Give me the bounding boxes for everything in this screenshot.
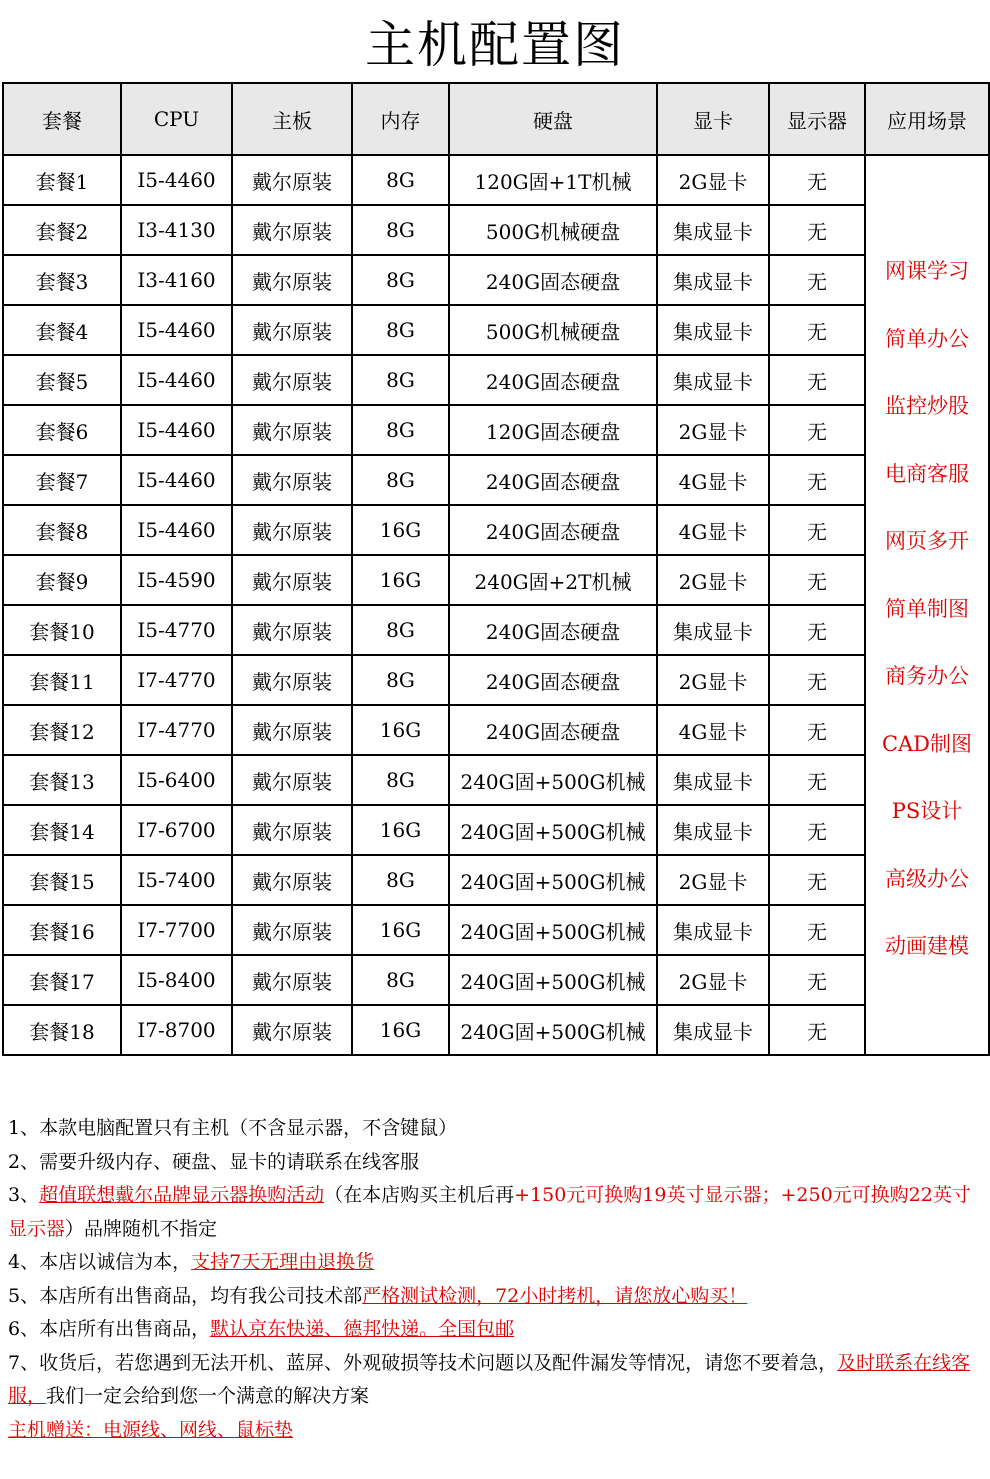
table-row <box>3 255 989 305</box>
cell-package: 套餐5 <box>3 355 121 405</box>
cell-motherboard: 戴尔原装 <box>232 805 352 855</box>
cell-memory: 8G <box>352 955 449 1005</box>
cell-memory: 8G <box>352 405 449 455</box>
cell-motherboard: 戴尔原装 <box>232 705 352 755</box>
gift-note <box>8 1414 988 1448</box>
cell-motherboard: 戴尔原装 <box>232 405 352 455</box>
table-row <box>3 705 989 755</box>
cell-memory: 8G <box>352 455 449 505</box>
scenario-item: 网课学习 <box>885 259 969 283</box>
cell-package: 套餐14 <box>3 805 121 855</box>
cell-memory: 16G <box>352 1005 449 1055</box>
cell-cpu: I5-4590 <box>121 555 232 605</box>
cell-monitor: 无 <box>769 305 865 355</box>
cell-monitor: 无 <box>769 255 865 305</box>
cell-monitor: 无 <box>769 955 865 1005</box>
cell-memory: 8G <box>352 855 449 905</box>
cell-storage: 120G固态硬盘 <box>449 405 657 455</box>
cell-motherboard: 戴尔原装 <box>232 655 352 705</box>
cell-memory: 16G <box>352 905 449 955</box>
table-row <box>3 755 989 805</box>
cell-package: 套餐4 <box>3 305 121 355</box>
note-3-mid: （在本店购买主机后再 <box>324 1184 515 1206</box>
cell-motherboard: 戴尔原装 <box>232 855 352 905</box>
note-3-prefix: 3、 <box>8 1184 40 1206</box>
table-row <box>3 805 989 855</box>
scenario-item: 高级办公 <box>885 866 969 891</box>
cell-package: 套餐12 <box>3 705 121 755</box>
cell-memory: 8G <box>352 155 449 205</box>
cell-package: 套餐15 <box>3 855 121 905</box>
cell-motherboard: 戴尔原装 <box>232 505 352 555</box>
cell-memory: 16G <box>352 805 449 855</box>
cell-motherboard: 戴尔原装 <box>232 355 352 405</box>
cell-gpu: 2G显卡 <box>657 155 769 205</box>
cell-cpu: I5-6400 <box>121 755 232 805</box>
cell-memory: 8G <box>352 305 449 355</box>
cell-memory: 8G <box>352 255 449 305</box>
cell-gpu: 4G显卡 <box>657 455 769 505</box>
note-7-suffix: 我们一定会给到您一个满意的解决方案 <box>46 1385 370 1407</box>
cell-gpu: 2G显卡 <box>657 655 769 705</box>
cell-cpu: I5-4460 <box>121 155 232 205</box>
cell-storage: 240G固态硬盘 <box>449 455 657 505</box>
note-3-prices: +150元可换购19英寸显示器；+250元可换购22英寸显示器 <box>8 1184 971 1240</box>
cell-storage: 240G固态硬盘 <box>449 655 657 705</box>
cell-storage: 240G固+500G机械 <box>449 805 657 855</box>
cell-gpu: 集成显卡 <box>657 355 769 405</box>
table-row <box>3 405 989 455</box>
cell-monitor: 无 <box>769 455 865 505</box>
cell-monitor: 无 <box>769 555 865 605</box>
cell-gpu: 集成显卡 <box>657 755 769 805</box>
table-row <box>3 905 989 955</box>
note-7-highlight: 及时联系在线客服， <box>8 1351 971 1407</box>
cell-cpu: I5-4460 <box>121 355 232 405</box>
cell-package: 套餐16 <box>3 905 121 955</box>
cell-package: 套餐3 <box>3 255 121 305</box>
header-cpu: CPU <box>121 83 232 155</box>
note-2: 2、需要升级内存、硬盘、显卡的请联系在线客服 <box>8 1150 420 1173</box>
header-scenarios: 应用场景 <box>865 83 989 155</box>
cell-storage: 240G固态硬盘 <box>449 605 657 655</box>
cell-storage: 240G固态硬盘 <box>449 255 657 305</box>
cell-storage: 240G固+500G机械 <box>449 755 657 805</box>
cell-storage: 240G固态硬盘 <box>449 505 657 555</box>
cell-storage: 240G固+500G机械 <box>449 955 657 1005</box>
note-5-prefix: 5、本店所有出售商品，均有我公司技术部 <box>8 1284 363 1307</box>
table-row <box>3 305 989 355</box>
cell-memory: 16G <box>352 705 449 755</box>
scenario-item: 电商客服 <box>885 461 969 486</box>
cell-gpu: 集成显卡 <box>657 1005 769 1055</box>
cell-gpu: 2G显卡 <box>657 955 769 1005</box>
cell-cpu: I7-8700 <box>121 1005 232 1055</box>
note-5 <box>8 1280 988 1314</box>
cell-gpu: 集成显卡 <box>657 905 769 955</box>
cell-monitor: 无 <box>769 505 865 555</box>
note-5-highlight: 严格测试检测，72小时拷机，请您放心购买！ <box>362 1284 748 1307</box>
cell-storage: 240G固态硬盘 <box>449 355 657 405</box>
cell-monitor: 无 <box>769 655 865 705</box>
cell-monitor: 无 <box>769 1005 865 1055</box>
cell-monitor: 无 <box>769 605 865 655</box>
cell-cpu: I5-4460 <box>121 505 232 555</box>
table-row <box>3 155 989 205</box>
cell-monitor: 无 <box>769 405 865 455</box>
cell-storage: 240G固+500G机械 <box>449 905 657 955</box>
cell-cpu: I5-4460 <box>121 305 232 355</box>
cell-monitor: 无 <box>769 855 865 905</box>
cell-cpu: I5-4770 <box>121 605 232 655</box>
cell-gpu: 集成显卡 <box>657 305 769 355</box>
cell-memory: 8G <box>352 755 449 805</box>
cell-storage: 120G固+1T机械 <box>449 155 657 205</box>
cell-gpu: 集成显卡 <box>657 605 769 655</box>
scenario-item: 监控炒股 <box>885 394 969 418</box>
scenario-item: PS设计 <box>891 799 963 823</box>
table-row <box>3 555 989 605</box>
cell-motherboard: 戴尔原装 <box>232 605 352 655</box>
cell-cpu: I3-4160 <box>121 255 232 305</box>
note-6-highlight: 默认京东快递、德邦快递。全国包邮 <box>210 1318 515 1340</box>
table-header-row <box>3 83 989 155</box>
header-motherboard: 主板 <box>232 83 352 155</box>
note-1: 1、本款电脑配置只有主机（不含显示器，不含键鼠） <box>8 1117 458 1139</box>
cell-cpu: I7-4770 <box>121 705 232 755</box>
cell-monitor: 无 <box>769 155 865 205</box>
cell-storage: 240G固+500G机械 <box>449 1005 657 1055</box>
note-4 <box>8 1246 988 1280</box>
cell-package: 套餐11 <box>3 655 121 705</box>
scenario-item: 动画建模 <box>885 934 969 958</box>
scenario-list <box>866 156 988 981</box>
cell-cpu: I5-4460 <box>121 405 232 455</box>
cell-cpu: I7-6700 <box>121 805 232 855</box>
cell-gpu: 2G显卡 <box>657 855 769 905</box>
cell-cpu: I3-4130 <box>121 205 232 255</box>
cell-package: 套餐8 <box>3 505 121 555</box>
cell-storage: 500G机械硬盘 <box>449 305 657 355</box>
cell-storage: 240G固态硬盘 <box>449 705 657 755</box>
cell-storage: 240G固+500G机械 <box>449 855 657 905</box>
cell-gpu: 4G显卡 <box>657 705 769 755</box>
cell-motherboard: 戴尔原装 <box>232 255 352 305</box>
header-monitor: 显示器 <box>769 83 865 155</box>
cell-package: 套餐1 <box>3 155 121 205</box>
note-4-highlight: 支持7天无理由退换货 <box>191 1251 375 1273</box>
cell-motherboard: 戴尔原装 <box>232 905 352 955</box>
cell-memory: 16G <box>352 555 449 605</box>
cell-cpu: I5-7400 <box>121 855 232 905</box>
cell-cpu: I7-7700 <box>121 905 232 955</box>
scenario-item: 商务办公 <box>885 664 969 688</box>
cell-gpu: 集成显卡 <box>657 255 769 305</box>
cell-memory: 8G <box>352 605 449 655</box>
cell-motherboard: 戴尔原装 <box>232 1005 352 1055</box>
page-title: 主机配置图 <box>365 16 625 74</box>
cell-monitor: 无 <box>769 805 865 855</box>
cell-cpu: I7-4770 <box>121 655 232 705</box>
header-storage: 硬盘 <box>449 83 657 155</box>
notes <box>8 1112 988 1447</box>
cell-package: 套餐13 <box>3 755 121 805</box>
scenario-item: CAD制图 <box>881 731 973 756</box>
note-6-prefix: 6、本店所有出售商品， <box>8 1318 211 1340</box>
note-4-prefix: 4、本店以诚信为本， <box>8 1251 192 1273</box>
cell-memory: 8G <box>352 205 449 255</box>
gift-text: 主机赠送：电源线、网线、鼠标垫 <box>8 1418 294 1441</box>
cell-cpu: I5-4460 <box>121 455 232 505</box>
table-row <box>3 955 989 1005</box>
cell-gpu: 2G显卡 <box>657 405 769 455</box>
table-row <box>3 355 989 405</box>
scenario-item: 简单办公 <box>885 326 969 351</box>
cell-motherboard: 戴尔原装 <box>232 555 352 605</box>
table-row <box>3 505 989 555</box>
cell-package: 套餐17 <box>3 955 121 1005</box>
note-3-suffix: ）品牌随机不指定 <box>65 1217 218 1240</box>
cell-memory: 16G <box>352 505 449 555</box>
cell-motherboard: 戴尔原装 <box>232 205 352 255</box>
cell-package: 套餐2 <box>3 205 121 255</box>
cell-package: 套餐18 <box>3 1005 121 1055</box>
header-memory: 内存 <box>352 83 449 155</box>
note-6 <box>8 1313 988 1347</box>
cell-monitor: 无 <box>769 755 865 805</box>
table-row <box>3 855 989 905</box>
cell-monitor: 无 <box>769 905 865 955</box>
cell-motherboard: 戴尔原装 <box>232 305 352 355</box>
cell-storage: 500G机械硬盘 <box>449 205 657 255</box>
header-package: 套餐 <box>3 83 121 155</box>
cell-motherboard: 戴尔原装 <box>232 155 352 205</box>
table-row <box>3 605 989 655</box>
cell-storage: 240G固+2T机械 <box>449 555 657 605</box>
cell-gpu: 2G显卡 <box>657 555 769 605</box>
cell-package: 套餐6 <box>3 405 121 455</box>
scenario-item: 简单制图 <box>885 596 969 621</box>
cell-motherboard: 戴尔原装 <box>232 455 352 505</box>
scenario-item: 网页多开 <box>885 529 969 553</box>
cell-monitor: 无 <box>769 355 865 405</box>
config-table <box>2 82 990 1056</box>
table-row <box>3 655 989 705</box>
cell-memory: 8G <box>352 355 449 405</box>
table-row <box>3 455 989 505</box>
cell-motherboard: 戴尔原装 <box>232 955 352 1005</box>
cell-package: 套餐9 <box>3 555 121 605</box>
cell-monitor: 无 <box>769 705 865 755</box>
cell-memory: 8G <box>352 655 449 705</box>
note-3-promo: 超值联想戴尔品牌显示器换购活动 <box>39 1184 325 1206</box>
cell-motherboard: 戴尔原装 <box>232 755 352 805</box>
cell-package: 套餐7 <box>3 455 121 505</box>
cell-package: 套餐10 <box>3 605 121 655</box>
table-row <box>3 1005 989 1055</box>
note-7 <box>8 1347 988 1414</box>
note-3 <box>8 1179 988 1246</box>
cell-gpu: 集成显卡 <box>657 205 769 255</box>
cell-scenarios <box>865 155 989 1055</box>
cell-gpu: 集成显卡 <box>657 805 769 855</box>
cell-gpu: 4G显卡 <box>657 505 769 555</box>
header-gpu: 显卡 <box>657 83 769 155</box>
cell-cpu: I5-8400 <box>121 955 232 1005</box>
cell-monitor: 无 <box>769 205 865 255</box>
table-row <box>3 205 989 255</box>
note-7-prefix: 7、收货后，若您遇到无法开机、蓝屏、外观破损等技术问题以及配件漏发等情况，请您不要着急， <box>8 1351 838 1374</box>
